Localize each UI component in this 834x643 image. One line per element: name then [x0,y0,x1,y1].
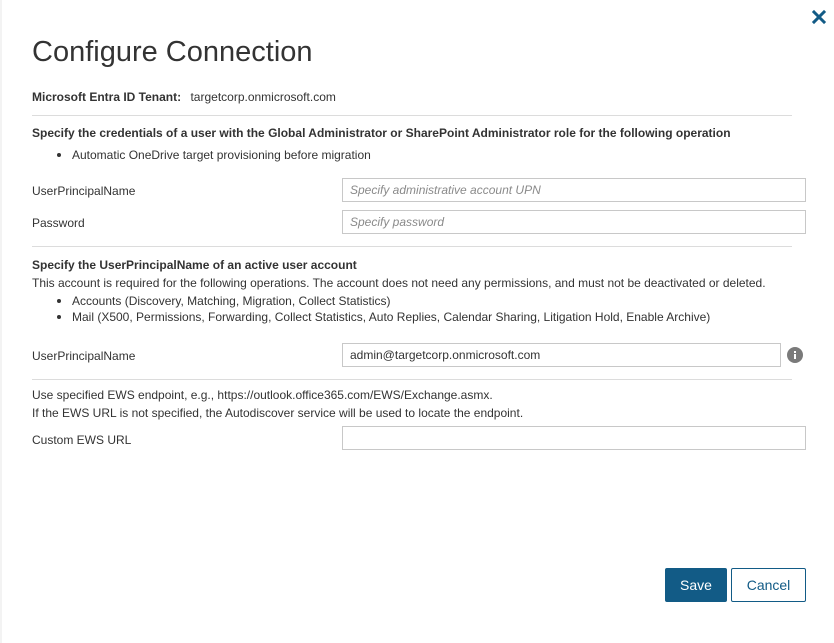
active-user-description: This account is required for the following operations. The account does not need any permissions, and must not be deactivated or deleted. [32,276,766,290]
divider [32,115,792,116]
password-label: Password [32,216,85,230]
active-upn-label: UserPrincipalName [32,349,136,363]
active-user-section-heading: Specify the UserPrincipalName of an active user account [32,258,357,272]
info-icon[interactable] [787,347,803,363]
ews-hint-line-1: Use specified EWS endpoint, e.g., https://outlook.office365.com/EWS/Exchange.asmx. [32,388,493,402]
ews-hint-line-2: If the EWS URL is not specified, the Autodiscover service will be used to locate the endpoint. [32,406,524,420]
custom-ews-url-label: Custom EWS URL [32,433,132,447]
admin-section-heading: Specify the credentials of a user with the Global Administrator or SharePoint Administrator role for the following operation [32,126,731,140]
active-upn-input[interactable] [342,343,781,367]
admin-operations-list [56,147,371,163]
custom-ews-url-input[interactable] [342,426,806,450]
active-user-operations-list [56,293,710,325]
tenant-row [32,89,336,105]
divider [32,246,792,247]
list-item: Accounts (Discovery, Matching, Migration, Collect Statistics) [56,293,710,309]
divider [32,379,792,380]
tenant-label: Microsoft Entra ID Tenant: [32,90,182,104]
list-item: Mail (X500, Permissions, Forwarding, Collect Statistics, Auto Replies, Calendar Sharing, Litigation Hold, Enable Archive) [56,309,710,325]
admin-upn-label: UserPrincipalName [32,184,136,198]
tenant-value: targetcorp.onmicrosoft.com [190,90,336,104]
dialog-title: Configure Connection [32,36,313,68]
admin-upn-input[interactable] [342,178,806,202]
close-icon[interactable] [810,8,828,26]
list-item: Automatic OneDrive target provisioning before migration [56,147,371,163]
save-button[interactable]: Save [665,568,727,602]
password-input[interactable] [342,210,806,234]
cancel-button[interactable]: Cancel [731,568,806,602]
